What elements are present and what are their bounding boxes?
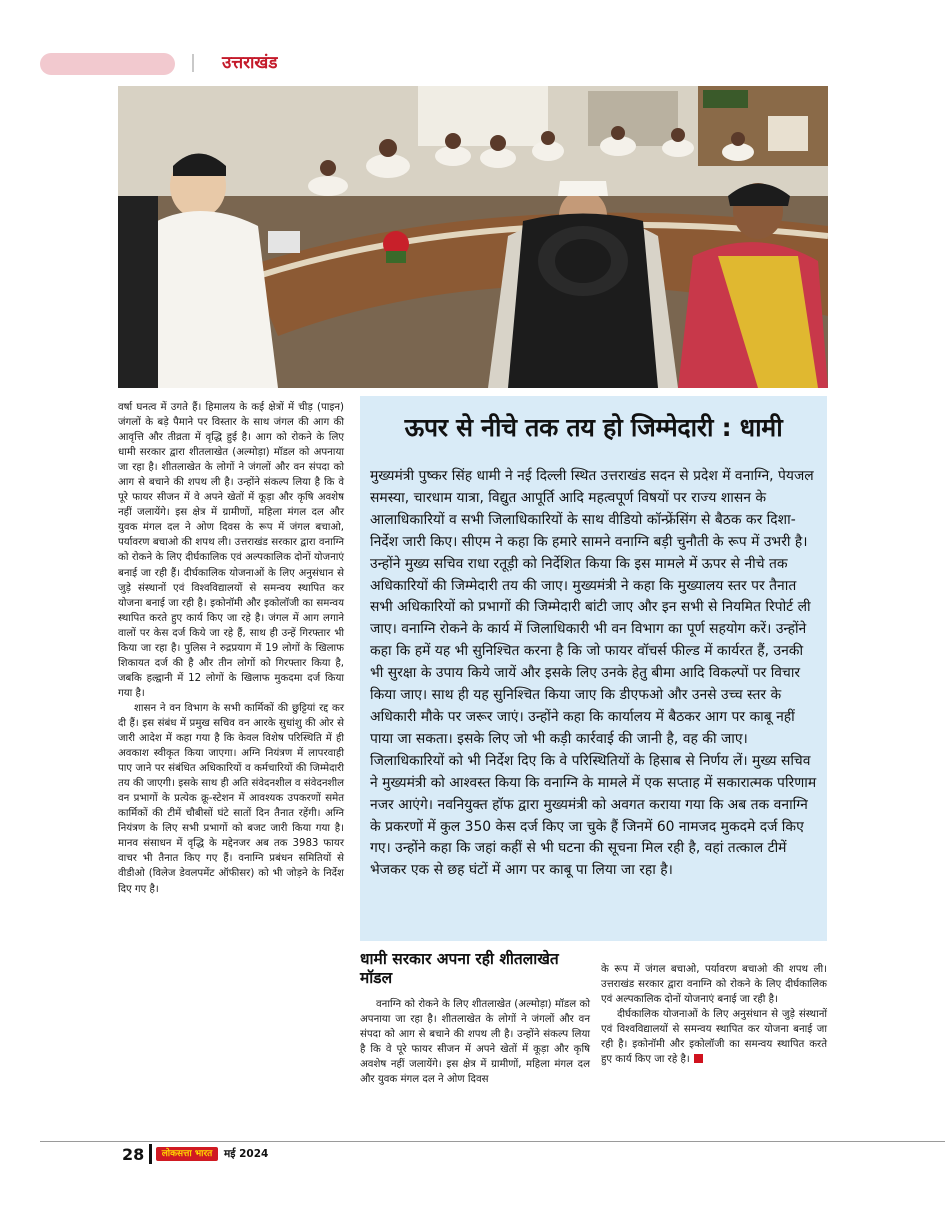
header-separator bbox=[192, 54, 194, 72]
middle-article-column bbox=[360, 997, 590, 1087]
page-number: 28 bbox=[122, 1145, 145, 1164]
middle-paragraph: वनाग्नि को रोकने के लिए शीतलाखेत (अल्मोड़ा) मॉडल को अपनाया जा रहा है। शीतलाखेत के लोगों ने जंगलों और वन संपदा को आग से बचाने की शपथ ली है। उन्होंने संकल्प लिया है कि वे पूरे फायर सीजन में अपने खेतों में कूड़ा और कृषि अवशेष नहीं जलायेंगे। इस क्षेत्र में ग्रामीणों, महिला मंगल दल और युवक मंगल दल ने ओण दिवस bbox=[360, 999, 590, 1086]
right-article-column bbox=[601, 962, 827, 1067]
header-decoration-pill bbox=[40, 53, 175, 75]
magazine-logo: लोकसत्ता भारत bbox=[156, 1147, 218, 1161]
left-paragraph-2: शासन ने वन विभाग के सभी कार्मिकों की छुट्टियां रद्द कर दी हैं। इस संबंध में प्रमुख सचिव वन आरके सुधांशु की ओर से जारी आदेश में कहा गया है कि केवल विशेष परिस्थिति में ही अवकाश स्वीकृत किया जाएगा। अग्नि नियंत्रण में लापरवाही पाए जाने पर संबंधित अधिकारियों व कर्मचारियों की जिम्मेदारी तय की जाएगी। इसके साथ ही अति संवेदनशील व संवेदनशील वन प्रभागों के प्रत्येक क्रू-स्टेशन में आवश्यक उपकरणों समेत कार्मिकों की टीमें चौबीसों घंटे सातों दिन तैनात रहेंगी। अग्नि नियंत्रण के लिए सभी प्रभागों को बजट जारी किया गया है। मानव संसाधन में वृद्धि के मद्देनजर अब तक 3983 फायर वाचर भी तैनात किए गए हैं। वनाग्नि प्रबंधन समितियों से वीडीओ (विलेज डेवलपमेंट ऑफीसर) को भी जोड़ने के निर्देश दिए गए है। bbox=[118, 702, 344, 895]
footer-separator bbox=[149, 1144, 152, 1164]
footer-rule bbox=[40, 1141, 945, 1142]
right-paragraph-1: के रूप में जंगल बचाओ, पर्यावरण बचाओ की शपथ ली। उत्तराखंड सरकार द्वारा वनाग्नि को रोकने के लिए दीर्घकालिक एवं अल्पकालिक दोनों योजनाएं बनाई जा रही है। bbox=[601, 964, 827, 1006]
meeting-photo bbox=[118, 86, 828, 388]
right-paragraph-2 bbox=[601, 1007, 827, 1067]
right-paragraph-2-text: दीर्घकालिक योजनाओं के लिए अनुसंधान से जुड़े संस्थानों एवं विश्वविद्यालयों से समन्वय स्थापित कर योजना बनाई जा रही है। इकोनॉमी और इकोलॉजी का समन्वय स्थापित करते हुए कार्य किए जा रहे है। bbox=[601, 1009, 827, 1066]
end-of-article-icon bbox=[694, 1054, 703, 1063]
left-paragraph-1: वर्षा घनत्व में उगते हैं। हिमालय के कई क्षेत्रों में चीड़ (पाइन) जंगलों के बड़े पैमाने पर विस्तार के साथ जंगल की आग की आवृत्ति और तीव्रता में वृद्धि हुई है। आग को रोकने के लिए धामी सरकार द्वारा शीतलाखेत (अल्मोड़ा) मॉडल को अपनाया जा रहा है। शीतलाखेत के लोगों ने जंगलों और वन संपदा को आग से बचाने की शपथ ली है। उन्होंने संकल्प लिया है कि वे पूरे फायर सीजन में वे अपने खेतों में कूड़ा और कृषि अवशेष नहीं जलायेंगे। इस क्षेत्र में ग्रामीणों, महिला मंगल दल और युवक मंगल दल ने ओण दिवस के रूप में जंगल बचाओ, पर्यावरण बचाओ की शपथ ली। उत्तराखंड सरकार द्वारा वनाग्नि को रोकने के लिए दीर्घकालिक एवं अल्पकालिक दोनों योजनाएं बनाई जा रही हैं। दीर्घकालिक योजनाओं के लिए अनुसंधान से जुड़े संस्थानों एवं विश्वविद्यालयों से समन्वय स्थापित कर योजना बनाई जा रही है। इकोनॉमी और इकोलॉजी का समन्वय स्थापित करते हुए कार्य किए जा रहे है। जंगल में आग लगाने वालों पर केस दर्ज किये जा रहे हैं, साथ ही उन्हें गिरफ्तार भी किया जा रहा है। पुलिस ने रुद्रप्रयाग में 19 लोगों के खिलाफ शिकायत दर्ज की है और तीन लोगों को गिरफ्तार किया है, जबकि हल्द्वानी में 12 लोगों के खिलाफ मुकदमा दर्ज किया गया है। bbox=[118, 402, 344, 699]
section-label: उत्तराखंड bbox=[222, 53, 278, 73]
box-body-text: मुख्यमंत्री पुष्कर सिंह धामी ने नई दिल्ली स्थित उत्तराखंड सदन से प्रदेश में वनाग्नि, पेयजल समस्या, चारधाम यात्रा, विद्युत आपूर्ति आदि महत्वपूर्ण विषयों पर राज्य शासन के आलाधिकारियों व सभी जिलाधिकारियों के साथ वीडियो कॉन्फ्रेंसिंग से बैठक कर दिशा-निर्देश जारी किए। सीएम ने कहा कि हमारे सामने वनाग्नि बड़ी चुनौती के रूप में उभरी है। उन्होंने मुख्य सचिव राधा रतूड़ी को निर्देशित किया कि इस मामले में ऊपर से नीचे तक अधिकारियों की जिम्मेदारी तय की जाए। मुख्यमंत्री ने कहा कि मुख्यालय स्तर पर तैनात सभी अधिकारियों को प्रभागों की जिम्मेदारी बांटी जाए और इन सभी से नियमित रिपोर्ट ली जाए। वनाग्नि रोकने के कार्य में जिलाधिकारी भी वन विभाग का पूर्ण सहयोग करें। उन्होंने कहा कि हमें यह भी सुनिश्चित करना है कि जो फायर वॉचर्स फील्ड में कार्यरत हैं, उनकी भी सुरक्षा के उपाय किये जायें और इसके लिए उनके हेतु बीमा आदि विकल्पों पर विचार किया जाए। साथ ही यह सुनिश्चित किया जाए कि डीएफओ और उनसे उच्च स्तर के अधिकारी मौके पर जरूर जाएं। उन्होंने कहा कि कार्यालय में बैठकर आग पर काबू नहीं पाया जा सकता। इसके लिए जो भी कड़ी कार्रवाई की जानी है, वह की जाए। जिलाधिकारियों को भी निर्देश दिए कि वे परिस्थितियों के हिसाब से निर्णय लें। मुख्य सचिव ने मुख्यमंत्री को आश्वस्त किया कि वनाग्नि के मामले में एक सप्ताह में सकारात्मक परिणाम नजर आएंगे। नवनियुक्त हॉफ द्वारा मुख्यमंत्री को अवगत कराया गया कि अब तक वनाग्नि के प्रकरणों में कुल 350 केस दर्ज किए जा चुके हैं जिनमें 60 नामजद मुकदमे दर्ज किए गए। उन्होंने कहा कि जहां कहीं से भी घटना की सूचना मिल रही है, वहां तत्काल टीमें भेजकर एक से छह घंटों में आग पर काबू पा लिया जा रहा है। bbox=[370, 468, 817, 879]
issue-date: मई 2024 bbox=[224, 1148, 269, 1160]
subsection-heading: धामी सरकार अपना रही शीतलाखेत मॉडल bbox=[360, 950, 559, 987]
left-article-column bbox=[118, 400, 344, 897]
box-headline: ऊपर से नीचे तक तय हो जिम्मेदारी : धामी bbox=[404, 413, 783, 442]
highlight-box bbox=[360, 396, 827, 941]
